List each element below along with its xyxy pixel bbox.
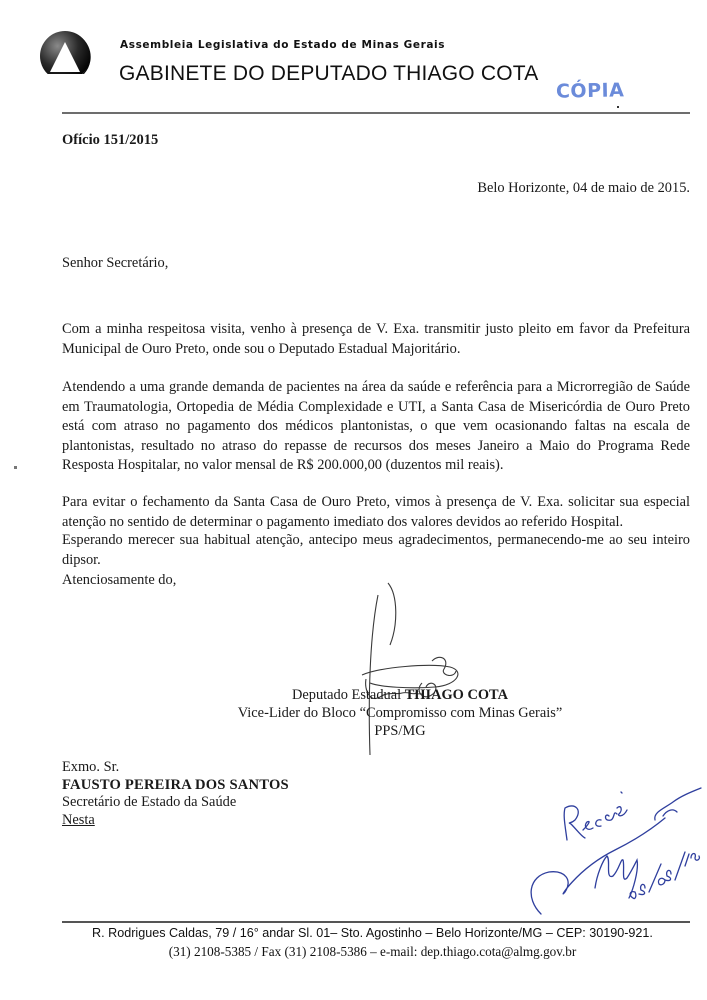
copy-stamp: CÓPIA (555, 79, 625, 103)
closing: Atenciosamente do, (62, 572, 177, 588)
signatory-role: Vice-Lider do Bloco “Compromisso com Minas Gerais” (237, 705, 563, 721)
paragraph-4: Esperando merecer sua habitual atenção, antecipo meus agradecimentos, permanecendo-me ao seu inteiro dipsor. (62, 532, 690, 568)
paragraph-3: Para evitar o fechamento da Santa Casa de Ouro Preto, vimos à presença de V. Exa. solicitar sua especial atenção no sentido de determinar o pagamento imediato dos valores devidos ao referido Hospital. (62, 494, 690, 530)
footer-address: R. Rodrigues Caldas, 79 / 16° andar Sl. 01– Sto. Agostinho – Belo Horizonte/MG – CEP: 30190-921. (92, 926, 653, 940)
recipient-block (62, 759, 289, 829)
signatory-title: Deputado Estadual (292, 687, 405, 703)
signatory-name: THIAGO COTA (404, 687, 508, 703)
signatory-party: PPS/MG (374, 723, 426, 739)
stamp-speck (617, 106, 619, 108)
salutation: Senhor Secretário, (62, 255, 169, 271)
received-handwritten-note (505, 780, 707, 920)
recipient-location: Nesta (62, 811, 95, 828)
letter-reference: Ofício 151/2015 (62, 132, 159, 148)
footer-divider (62, 921, 690, 923)
recipient-honorific: Exmo. Sr. (62, 759, 120, 775)
signatory-block (200, 686, 600, 740)
paragraph-1: Com a minha respeitosa visita, venho à presença de V. Exa. transmitir justo pleito em favor da Prefeitura Municipal de Ouro Preto, onde sou o Deputado Estadual Majoritário. (62, 321, 690, 357)
scan-speck (14, 466, 17, 469)
recipient-name: FAUSTO PEREIRA DOS SANTOS (62, 776, 289, 793)
institution-name: Assembleia Legislativa do Estado de Minas Gerais (120, 39, 446, 51)
footer-contact: (31) 2108-5385 / Fax (31) 2108-5386 – e-mail: dep.thiago.cota@almg.gov.br (168, 944, 577, 959)
recipient-position: Secretário de Estado da Saúde (62, 794, 237, 810)
office-title: GABINETE DO DEPUTADO THIAGO COTA (119, 62, 539, 85)
header-divider (62, 112, 690, 114)
signatory-line (200, 686, 600, 704)
paragraph-2: Atendendo a uma grande demanda de pacientes na área da saúde e referência para a Microrregião de Saúde em Traumatologia, Ortopedia de Média Complexidade e UTI, a Santa Casa de Misericórdia de Ouro Preto está com atraso no pagamento dos médicos plantonistas, o que vem ocasionando faltas na escala de plantonistas, resultado no atraso do repasse de recursos dos meses Janeiro a Maio do Programa Rede Resposta Hospitalar, no valor mensal de R$ 200.000,00 (duzentos mil reais). (62, 379, 690, 473)
assembly-logo-icon (38, 30, 92, 84)
place-date: Belo Horizonte, 04 de maio de 2015. (477, 180, 690, 196)
